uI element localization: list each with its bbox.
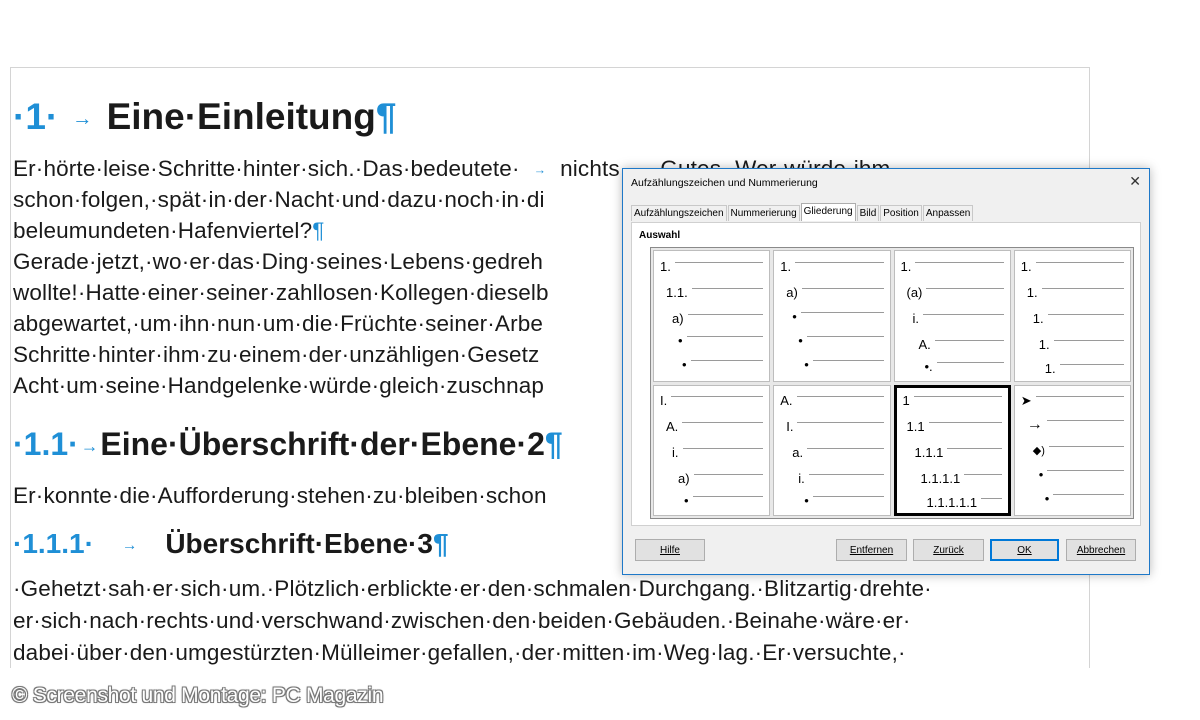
- preset-line: 1.: [1015, 355, 1124, 381]
- preset-line: •: [654, 488, 763, 514]
- preset-line: 1.: [774, 253, 883, 279]
- remove-button[interactable]: Entfernen: [836, 539, 907, 561]
- outline-preset-7-selected[interactable]: [894, 385, 1011, 517]
- preset-line: A.: [654, 414, 763, 440]
- tab-customize[interactable]: Anpassen: [923, 205, 973, 221]
- preset-line: a): [654, 466, 763, 492]
- heading-text: Eine·Einleitung: [106, 96, 376, 137]
- tab-outline[interactable]: Gliederung: [801, 203, 856, 221]
- paragraph-line: schon·folgen,·spät·in·der·Nacht·und·dazu·noch·in·di: [13, 187, 545, 212]
- outline-preset-1[interactable]: [653, 250, 770, 382]
- close-icon[interactable]: ✕: [1129, 173, 1141, 189]
- paragraph-line: abgewartet,·um·ihn·nun·um·die·Früchte·seiner·Arbe: [13, 311, 544, 336]
- paragraph-line: Er·hörte·leise·Schritte·hinter·sich.·Das·bedeutete· → nichts: [13, 156, 890, 182]
- preset-line: a): [654, 305, 763, 331]
- outline-preset-2[interactable]: [773, 250, 890, 382]
- heading-1: [13, 96, 396, 138]
- preset-line: i.: [774, 466, 883, 492]
- back-button[interactable]: Zurück: [913, 539, 984, 561]
- pilcrow-mark: ¶: [312, 218, 325, 243]
- dialog-title: Aufzählungszeichen und Nummerierung: [631, 177, 818, 189]
- preset-line: i.: [654, 440, 763, 466]
- preset-line: 1.: [654, 253, 763, 279]
- preset-line: 1.1.1.1: [897, 466, 1002, 492]
- preset-line: a.: [774, 440, 883, 466]
- paragraph-line: wollte!·Hatte·einer·seiner·zahllosen·Kollegen·dieselb: [13, 280, 549, 305]
- preset-line: 1: [897, 388, 1002, 414]
- outline-panel: [631, 222, 1141, 526]
- preset-line: •: [774, 351, 883, 377]
- preset-line: a): [774, 279, 883, 305]
- paragraph-line: beleumundeten·Hafenviertel?¶: [13, 218, 325, 243]
- preset-line: →: [1015, 412, 1124, 438]
- preset-line: •: [774, 488, 883, 514]
- tab-numbering[interactable]: Nummerierung: [728, 205, 800, 221]
- section-label: Auswahl: [639, 230, 681, 241]
- tab-image[interactable]: Bild: [857, 205, 880, 221]
- outline-preset-8[interactable]: [1014, 385, 1131, 517]
- paragraph-line: Acht·um·seine·Handgelenke·würde·gleich·zuschnap: [13, 373, 545, 398]
- heading-number: ·1·: [13, 96, 59, 137]
- help-button[interactable]: Hilfe: [635, 539, 705, 561]
- ok-button[interactable]: OK: [990, 539, 1059, 561]
- paragraph-line: Schritte·hinter·ihm·zu·einem·der·unzähligen·Gesetz: [13, 342, 540, 367]
- image-credit: © Screenshot und Montage: PC Magazin: [12, 684, 384, 707]
- paragraph-line: dabei·über·den·umgestürzten·Mülleimer·gefallen,·der·mitten·im·Weg·lag.·Er·versuchte,·: [13, 640, 906, 665]
- outline-preset-4[interactable]: [1014, 250, 1131, 382]
- heading-number: ·1.1·: [13, 426, 79, 462]
- preset-line: (a): [895, 279, 1004, 305]
- preset-line: ➤: [1015, 388, 1124, 414]
- heading-2: [13, 426, 563, 463]
- preset-line: i.: [895, 305, 1004, 331]
- tab-mark: →: [533, 163, 547, 178]
- outline-preset-5[interactable]: [653, 385, 770, 517]
- outline-preset-grid: [650, 247, 1134, 519]
- tab-mark: →: [80, 436, 99, 457]
- preset-line: 1.1.1.1.1: [897, 490, 1002, 516]
- preset-line: I.: [774, 414, 883, 440]
- pilcrow-mark: ¶: [375, 96, 397, 137]
- preset-line: •: [774, 303, 883, 329]
- preset-line: •: [1015, 486, 1124, 512]
- outline-preset-3[interactable]: [894, 250, 1011, 382]
- preset-line: 1.1: [897, 414, 1002, 440]
- preset-line: 1.: [1015, 253, 1124, 279]
- preset-line: A.: [895, 331, 1004, 357]
- heading-number: ·1.1.1·: [13, 528, 94, 559]
- cancel-button[interactable]: Abbrechen: [1066, 539, 1136, 561]
- preset-line: 1.: [1015, 279, 1124, 305]
- paragraph-line: Er·konnte·die·Aufforderung·stehen·zu·bleiben·schon: [13, 483, 547, 508]
- preset-line: •.: [895, 353, 1004, 379]
- paragraph-line: ·Gehetzt·sah·er·sich·um.·Plötzlich·erblickte·er·den·schmalen·Durchgang.·Blitzartig·drehte·: [13, 576, 932, 601]
- preset-line: •: [654, 327, 763, 353]
- bullets-numbering-dialog: [622, 168, 1150, 575]
- preset-line: 1.: [1015, 331, 1124, 357]
- tab-mark: →: [72, 107, 93, 130]
- preset-line: •: [774, 327, 883, 353]
- pilcrow-mark: ¶: [432, 528, 449, 559]
- tab-bar: [631, 205, 974, 222]
- preset-line: A.: [774, 388, 883, 414]
- tab-position[interactable]: Position: [880, 205, 922, 221]
- paragraph-line: Gerade·jetzt,·wo·er·das·Ding·seines·Lebens·gedreh: [13, 249, 544, 274]
- tab-mark: →: [121, 536, 138, 554]
- preset-line: 1.: [895, 253, 1004, 279]
- preset-line: ◆): [1015, 438, 1124, 464]
- outline-preset-6[interactable]: [773, 385, 890, 517]
- heading-text: Eine·Überschrift·der·Ebene·2: [100, 426, 545, 462]
- preset-line: 1.1.: [654, 279, 763, 305]
- tab-bullets[interactable]: Aufzählungszeichen: [631, 205, 727, 221]
- pilcrow-mark: ¶: [544, 426, 563, 462]
- preset-line: 1.: [1015, 305, 1124, 331]
- heading-3: [13, 528, 449, 560]
- preset-line: I.: [654, 388, 763, 414]
- paragraph-line: er·sich·nach·rechts·und·verschwand·zwischen·den·beiden·Gebäuden.·Beinahe·wäre·er·: [13, 608, 911, 633]
- preset-line: •: [654, 351, 763, 377]
- preset-line: 1.1.1: [897, 440, 1002, 466]
- heading-text: Überschrift·Ebene·3: [165, 528, 433, 559]
- preset-line: •: [1015, 462, 1124, 488]
